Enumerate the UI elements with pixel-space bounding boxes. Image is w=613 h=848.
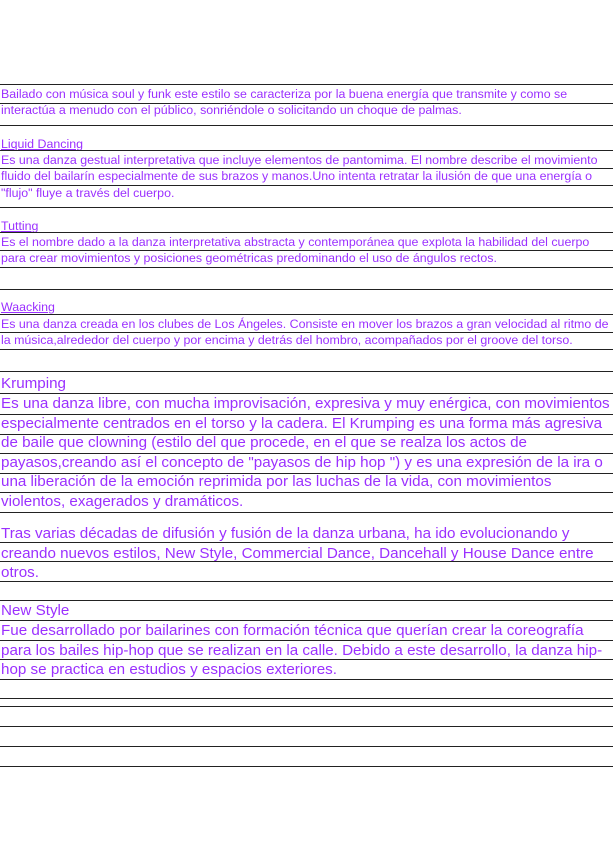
ruled-line	[0, 232, 613, 233]
ruled-line	[0, 332, 613, 333]
waacking-paragraph: Es una danza creada en los clubes de Los Ángeles. Consiste en mover los brazos a gran velocidad al ritmo de la música,alrededor del cuerpo y por encima y detrás del hombro, acompañados por el groove del torso.	[1, 317, 609, 348]
ruled-line	[0, 512, 613, 513]
ruled-line	[0, 371, 613, 372]
ruled-line	[0, 640, 613, 641]
ruled-line	[0, 168, 613, 169]
ruled-line	[0, 492, 613, 493]
ruled-line	[0, 103, 613, 104]
ruled-line	[0, 434, 613, 435]
ruled-line	[0, 581, 613, 582]
ruled-line	[0, 542, 613, 543]
ruled-line	[0, 250, 613, 251]
tutting-paragraph: Es el nombre dado a la danza interpretativa abstracta y contemporánea que explota la habilidad del cuerpo para crear movimientos y posiciones geométricas predominando el uso de ángulos rectos.	[1, 235, 590, 266]
ruled-line	[0, 414, 613, 415]
liquid-dancing-heading: Liquid Dancing	[1, 137, 83, 151]
ruled-line	[0, 267, 613, 268]
ruled-line	[0, 766, 613, 767]
ruled-line	[0, 185, 613, 186]
waacking-heading: Waacking	[1, 300, 55, 314]
ruled-line	[0, 561, 613, 562]
ruled-line	[0, 698, 613, 699]
ruled-line	[0, 314, 613, 315]
tutting-heading: Tutting	[1, 219, 39, 233]
krumping-heading: Krumping	[1, 375, 66, 392]
ruled-line	[0, 473, 613, 474]
ruled-line	[0, 289, 613, 290]
ruled-line	[0, 150, 613, 151]
ruled-line	[0, 679, 613, 680]
ruled-line	[0, 84, 613, 85]
new-styles-intro-paragraph: Tras varias décadas de difusión y fusión de la danza urbana, ha ido evolucionando y creando nuevos estilos, New Style, Commercial Dance, Dancehall y House Dance entre otros.	[1, 525, 594, 582]
ruled-line	[0, 125, 613, 126]
ruled-line	[0, 207, 613, 208]
ruled-line	[0, 726, 613, 727]
ruled-line	[0, 349, 613, 350]
new-style-paragraph: Fue desarrollado por bailarines con formación técnica que querían crear la coreografía para los bailes hip-hop que se realizan en la calle. Debido a este desarrollo, la danza hip-hop se practica en estudios y espacios exteriores.	[1, 622, 603, 679]
ruled-line	[0, 706, 613, 707]
krumping-paragraph: Es una danza libre, con mucha improvisación, expresiva y muy enérgica, con movimientos especialmente centrados en el torso y la cadera. El Krumping es una forma más agresiva de baile que clowning (estilo del que procede, en el que se realza los actos de payasos,creando así el concepto de "payasos de hip hop ") y es una expresión de la ira o una liberación de la emoción reprimida por las luchas de la vida, con movimientos violentos, exagerados y dramáticos.	[1, 395, 610, 510]
ruled-line	[0, 659, 613, 660]
liquid-dancing-paragraph: Es una danza gestual interpretativa que incluye elementos de pantomima. El nombre describe el movimiento fluido del bailarín especialmente de sus brazos y manos.Uno intenta retratar la ilusión de que una energía o "flujo" fluye a través del cuerpo.	[1, 153, 598, 200]
ruled-line	[0, 453, 613, 454]
soul-funk-paragraph: Bailado con música soul y funk este estilo se caracteriza por la buena energía que transmite y como se interactúa a menudo con el público, sonriéndole o solicitando un choque de palmas.	[1, 87, 568, 118]
new-style-heading: New Style	[1, 602, 70, 619]
ruled-line	[0, 746, 613, 747]
